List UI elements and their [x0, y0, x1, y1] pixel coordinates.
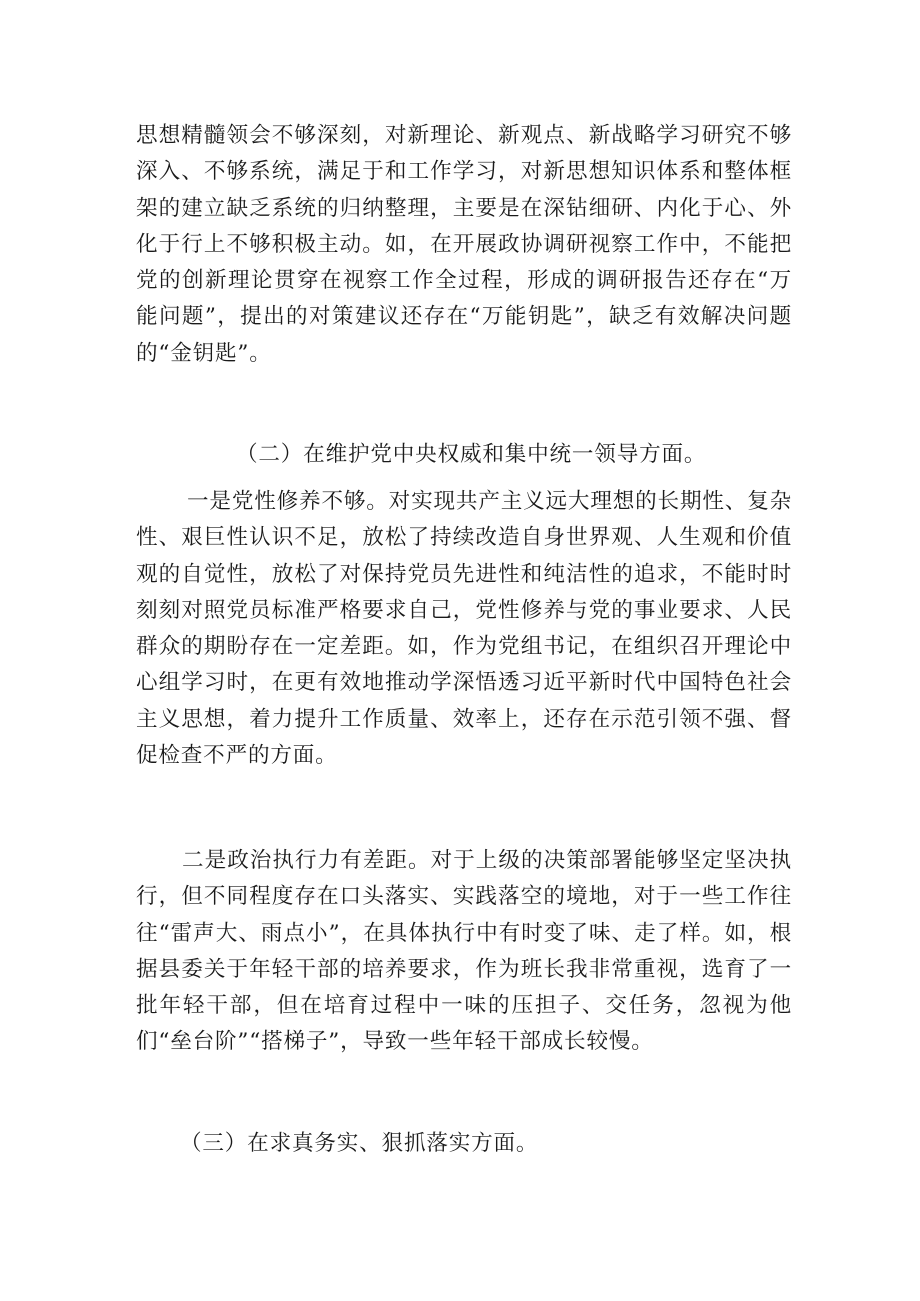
- body-paragraph-continuation: 思想精髓领会不够深刻，对新理论、新观点、新战略学习研究不够深入、不够系统，满足于和工作学习，对新思想知识体系和整体框架的建立缺乏系统的归纳整理，主要是在深钻细研、内化于心、外化于行上不够积极主动。如，在开展政协调研视察工作中，不能把党的创新理论贯穿在视察工作全过程，形成的调研报告还存在“万能问题”，提出的对策建议还存在“万能钥匙”，缺乏有效解决问题的“金钥匙”。: [136, 123, 792, 366]
- section-heading-3: （三）在求真务实、狠抓落实方面。: [180, 1131, 539, 1156]
- body-paragraph-political-execution: 二是政治执行力有差距。对于上级的决策部署能够坚定坚决执行，但不同程度存在口头落实、实践落空的境地，对于一些工作往往“雷声大、雨点小”，在具体执行中有时变了味、走了样。如，根据县委关于年轻干部的培养要求，作为班长我非常重视，选育了一批年轻干部，但在培育过程中一味的压担子、交任务，忽视为他们“垒台阶”“搭梯子”，导致一些年轻干部成长较慢。: [136, 848, 792, 1055]
- body-paragraph-party-spirit: 一是党性修养不够。对实现共产主义远大理想的长期性、复杂性、艰巨性认识不足，放松了持续改造自身世界观、人生观和价值观的自觉性，放松了对保持党员先进性和纯洁性的追求，不能时时刻刻对照党员标准严格要求自己，党性修养与党的事业要求、人民群众的期盼存在一定差距。如，作为党组书记，在组织召开理论中心组学习时，在更有效地推动学深悟透习近平新时代中国特色社会主义思想，着力提升工作质量、效率上，还存在示范引领不强、督促检查不严的方面。: [136, 489, 792, 769]
- section-heading-2: （二）在维护党中央权威和集中统一领导方面。: [236, 442, 707, 467]
